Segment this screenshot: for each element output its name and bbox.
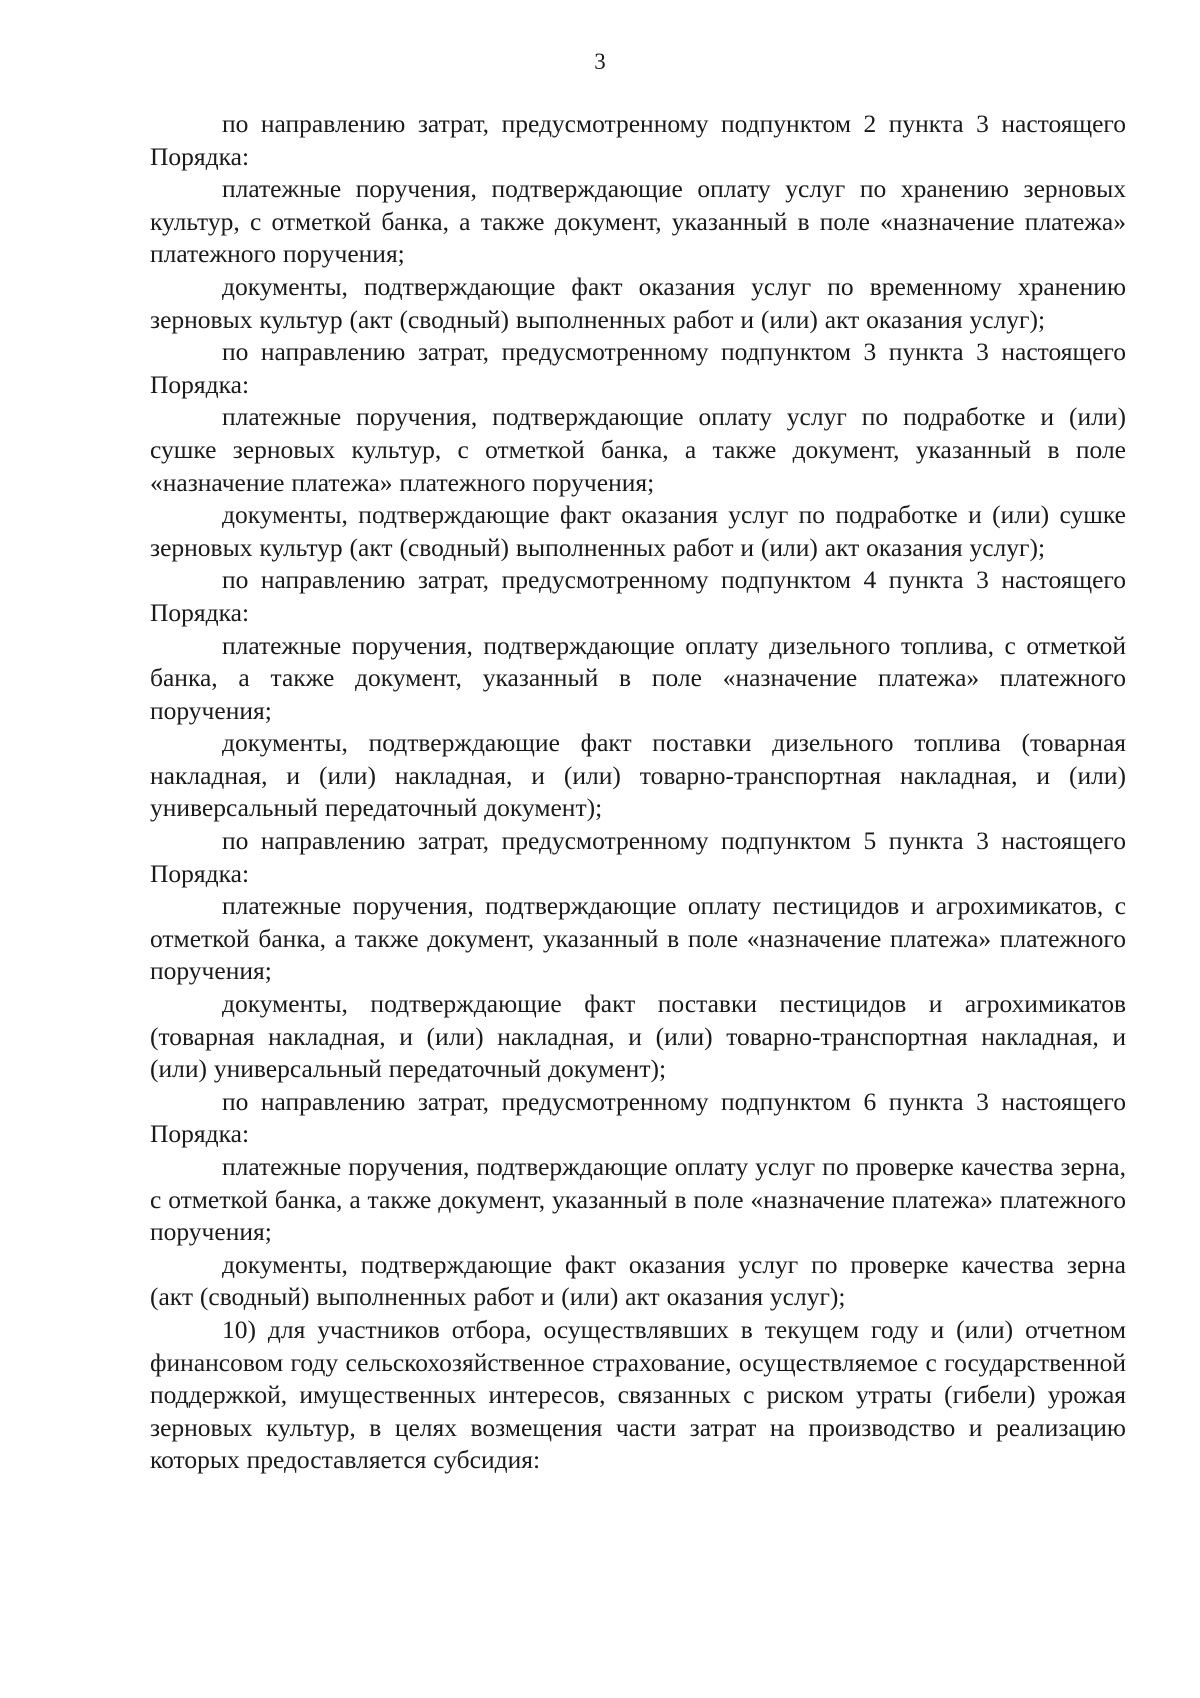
paragraph: по направлению затрат, предусмотренному подпунктом 4 пункта 3 настоящего Порядка: bbox=[150, 565, 1126, 627]
paragraph: по направлению затрат, предусмотренному подпунктом 3 пункта 3 настоящего Порядка: bbox=[150, 337, 1126, 399]
paragraph: платежные поручения, подтверждающие оплату дизельного топлива, с отметкой банка, а также документ, указанный в поле «назначение платежа» платежного поручения; bbox=[150, 630, 1126, 725]
paragraph: по направлению затрат, предусмотренному подпунктом 2 пункта 3 настоящего Порядка: bbox=[150, 109, 1126, 171]
paragraph: платежные поручения, подтверждающие оплату пестицидов и агрохимикатов, с отметкой банка, а также документ, указанный в поле «назначение платежа» платежного поручения; bbox=[150, 891, 1126, 986]
paragraph: платежные поручения, подтверждающие оплату услуг по хранению зерновых культур, с отметкой банка, а также документ, указанный в поле «назначение платежа» платежного поручения; bbox=[150, 174, 1126, 269]
paragraph: документы, подтверждающие факт оказания услуг по временному хранению зерновых культур (акт (сводный) выполненных работ и (или) акт оказания услуг); bbox=[150, 271, 1126, 334]
page-number: 3 bbox=[594, 49, 606, 74]
paragraph: документы, подтверждающие факт оказания услуг по проверке качества зерна (акт (сводный) выполненных работ и (или) акт оказания услуг); bbox=[150, 1249, 1126, 1312]
paragraph: документы, подтверждающие факт поставки дизельного топлива (товарная накладная, и (или) накладная, и (или) товарно-транспортная накладная, и (или) универсальный передаточный документ); bbox=[150, 728, 1126, 823]
paragraph: документы, подтверждающие факт оказания услуг по подработке и (или) сушке зерновых культур (акт (сводный) выполненных работ и (или) акт оказания услуг); bbox=[150, 500, 1126, 562]
paragraph: платежные поручения, подтверждающие оплату услуг по подработке и (или) сушке зерновых культур, с отметкой банка, а также документ, указанный в поле «назначение платежа» платежного поручения; bbox=[150, 402, 1126, 497]
paragraph: по направлению затрат, предусмотренному подпунктом 6 пункта 3 настоящего Порядка: bbox=[150, 1086, 1126, 1149]
paragraph: по направлению затрат, предусмотренному подпунктом 5 пункта 3 настоящего Порядка: bbox=[150, 826, 1126, 888]
paragraph: документы, подтверждающие факт поставки пестицидов и агрохимикатов (товарная накладная, и (или) накладная, и (или) товарно-транспортная накладная, и (или) универсальный передаточный документ); bbox=[150, 989, 1126, 1084]
document-body bbox=[150, 108, 1126, 1477]
paragraph: 10) для участников отбора, осуществлявших в текущем году и (или) отчетном финансовом году сельскохозяйственное страхование, осуществляемое с государственной поддержкой, имущественных интересов, связанных с риском утраты (гибели) урожая зерновых культур, в целях возмещения части затрат на производство и реализацию которых предоставляется субсидия: bbox=[150, 1314, 1126, 1475]
paragraph: платежные поручения, подтверждающие оплату услуг по проверке качества зерна, с отметкой банка, а также документ, указанный в поле «назначение платежа» платежного поручения; bbox=[150, 1152, 1126, 1247]
